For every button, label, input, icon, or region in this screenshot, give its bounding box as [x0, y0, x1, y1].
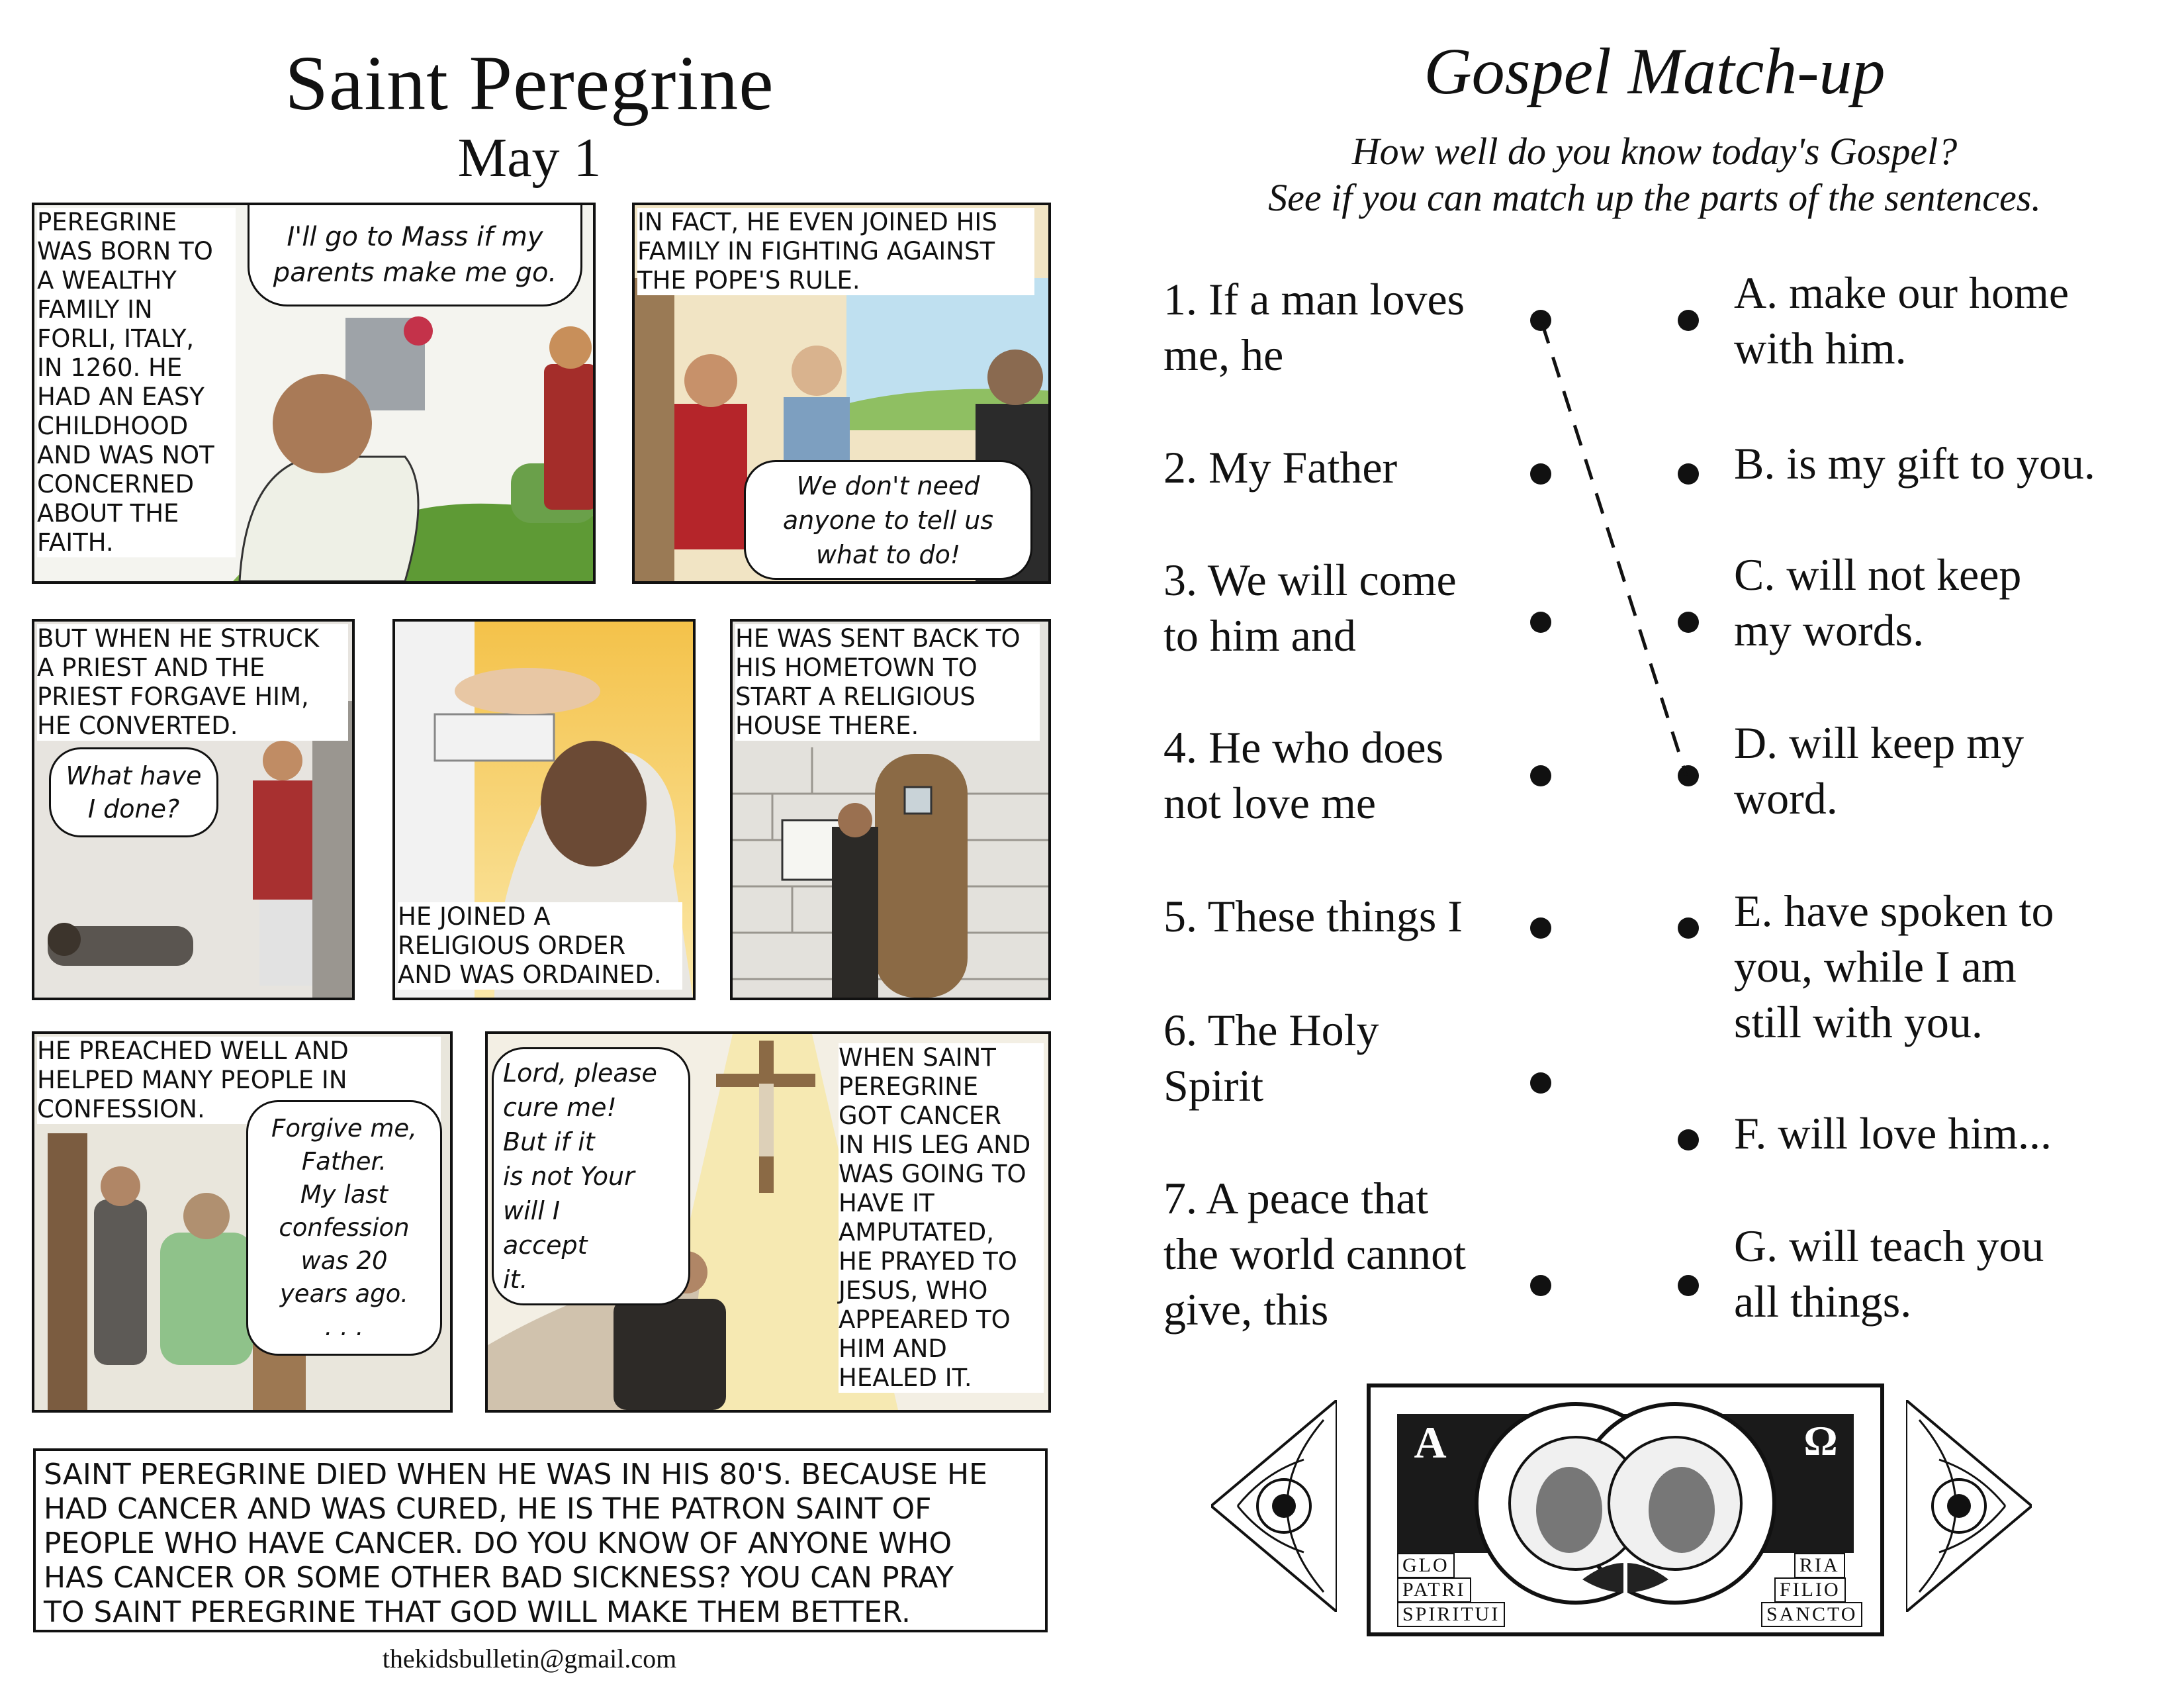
match-right-item-g: G. will teach you all things.: [1734, 1221, 2044, 1327]
panel-5-caption: HE WAS SENT BACK TO HIS HOMETOWN TO START A RELIGIOUS HOUSE THERE.: [735, 624, 1040, 741]
match-left-item-2: 2. My Father: [1163, 442, 1398, 492]
panel-7-caption: WHEN SAINT PEREGRINE GOT CANCER IN HIS LEG AND WAS GOING TO HAVE IT AMPUTATED, HE PRAYED TO JESUS, WHO APPEARED TO HIM AND HEALED IT.: [839, 1043, 1044, 1393]
alpha-symbol: A: [1414, 1417, 1447, 1468]
latin-text-spiritui: SPIRITUI: [1397, 1602, 1505, 1627]
panel-3-caption: BUT WHEN HE STRUCK A PRIEST AND THE PRIEST FORGAVE HIM, HE CONVERTED.: [37, 624, 348, 741]
panel-4-caption: HE JOINED A RELIGIOUS ORDER AND WAS ORDAINED.: [398, 902, 682, 990]
match-up-title: Gospel Match-up: [1424, 34, 1886, 108]
panel-2-speech-bubble: We don't need anyone to tell us what to do!: [744, 460, 1032, 580]
panel-1-caption: PEREGRINE WAS BORN TO A WEALTHY FAMILY IN FORLI, ITALY, IN 1260. HE HAD AN EASY CHILDHOOD AND WAS NOT CONCERNED ABOUT THE FAITH.: [37, 208, 236, 557]
latin-text-ria: RIA: [1794, 1553, 1845, 1578]
match-right-item-e: E. have spoken to you, while I am still with you.: [1734, 886, 2054, 1047]
panel-7-thought-bubble: Lord, please cure me! But if it is not Your will I accept it.: [492, 1047, 690, 1305]
match-up-subtitle-1: How well do you know today's Gospel?: [1351, 130, 1958, 173]
panel-6-speech-bubble: Forgive me, Father. My last confession was 20 years ago. . . .: [246, 1100, 442, 1356]
match-left-item-4: 4. He who does not love me: [1163, 722, 1444, 828]
right-filigree-ornament: [1906, 1400, 2032, 1612]
closing-text: SAINT PEREGRINE DIED WHEN HE WAS IN HIS 80'S. BECAUSE HE HAD CANCER AND WAS CURED, HE IS THE PATRON SAINT OF PEOPLE WHO HAVE CANCER. DO YOU KNOW OF ANYONE WHO HAS CANCER OR SOME OTHER BAD SICKNESS? YOU CAN PRAY TO SAINT PEREGRINE THAT GOD WILL MAKE THEM BETTER.: [44, 1458, 987, 1629]
match-right-item-c: C. will not keep my words.: [1734, 549, 2022, 655]
panel-2-caption: IN FACT, HE EVEN JOINED HIS FAMILY IN FIGHTING AGAINST THE POPE'S RULE.: [637, 208, 1034, 295]
match-left-item-7: 7. A peace that the world cannot give, this: [1163, 1173, 1466, 1335]
page-title: Saint Peregrine: [285, 40, 774, 126]
gloria-patri-ornament: [1367, 1383, 1884, 1636]
panel-6-caption: HE PREACHED WELL AND HELPED MANY PEOPLE IN CONFESSION.: [37, 1037, 441, 1124]
match-right-item-a: A. make our home with him.: [1734, 267, 2070, 373]
latin-text-patri: PATRI: [1397, 1577, 1471, 1603]
feast-date: May 1: [457, 127, 602, 189]
match-left-item-5: 5. These things I: [1163, 891, 1463, 941]
match-left-item-3: 3. We will come to him and: [1163, 555, 1457, 661]
contact-email[interactable]: thekidsbulletin@gmail.com: [382, 1644, 677, 1673]
match-left-item-1: 1. If a man loves me, he: [1163, 274, 1465, 380]
panel-1-speech-bubble: I'll go to Mass if my parents make me go.: [248, 205, 582, 306]
match-left-item-6: 6. The Holy Spirit: [1163, 1005, 1379, 1111]
match-right-item-b: B. is my gift to you.: [1734, 438, 2095, 489]
match-right-item-f: F. will love him...: [1734, 1108, 2052, 1158]
panel-3-speech-bubble: What have I done?: [49, 747, 218, 837]
match-up-subtitle-2: See if you can match up the parts of the sentences.: [1268, 176, 2041, 219]
left-filigree-ornament: [1211, 1400, 1337, 1612]
omega-symbol: Ω: [1803, 1417, 1838, 1464]
match-right-item-d: D. will keep my word.: [1734, 718, 2025, 823]
latin-text-sancto: SANCTO: [1761, 1602, 1862, 1627]
latin-text-filio: FILIO: [1774, 1577, 1846, 1603]
latin-text-glo: GLO: [1397, 1553, 1455, 1578]
